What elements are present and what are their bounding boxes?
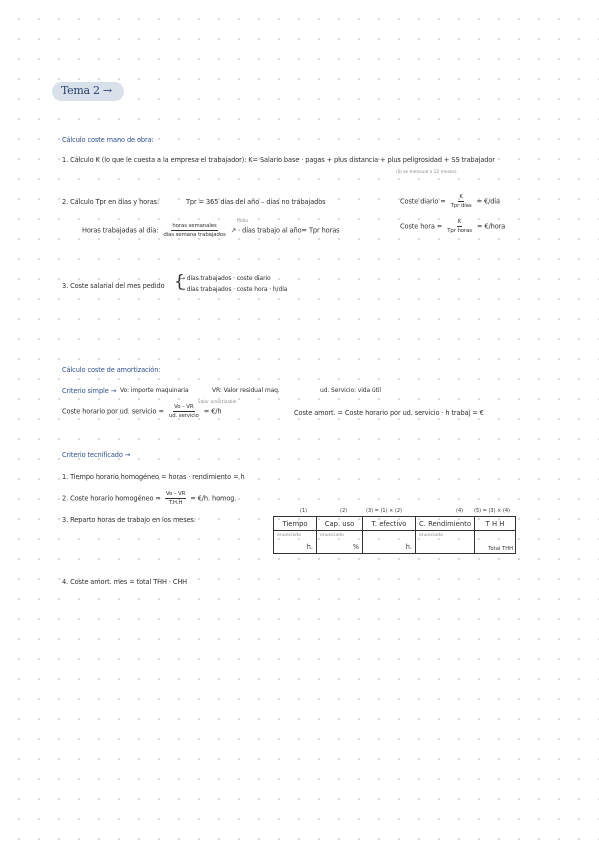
col-num-5: (5) = (3) × (4): [474, 508, 510, 514]
coste-horario-formula: [62, 403, 221, 420]
coste-diario-numerator: K: [459, 194, 463, 200]
header-cap-uso: Cap. uso: [317, 517, 363, 531]
coste-horario-unit: = €/h: [203, 407, 222, 416]
valor-amortizable-note: valor amortizable: [198, 400, 237, 405]
coste-hora-numerator: K: [457, 219, 462, 225]
coste-diario-denominator: Tpr días: [450, 203, 472, 209]
horas-numerator: horas semanales: [172, 223, 217, 229]
tecnificado-step-3: 3. Reparto horas de trabajo en los meses:: [62, 516, 196, 524]
item-2-calculo-tpr: 2. Cálculo Tpr en días y horas:: [62, 198, 160, 206]
coste-horario-denominator: ud. servicio: [168, 413, 199, 419]
cell-t-efectivo: [363, 531, 416, 554]
header-c-rendimiento: C. Rendimiento: [416, 517, 475, 531]
reparto-table: [273, 516, 516, 554]
step-2-fraction: [165, 490, 186, 507]
horas-label: Horas trabajadas al día:: [82, 226, 159, 235]
cell-c-rendimiento: [416, 531, 475, 554]
section-heading-mano-obra: Cálculo coste mano de obra:: [62, 136, 154, 144]
item-3-option-1: → días trabajados · coste diario: [180, 275, 271, 282]
criterio-simple-label: Criterio simple →: [62, 387, 117, 395]
cell-cap-uso: [317, 531, 363, 554]
coste-horario-fraction: [168, 403, 200, 420]
coste-diario-formula: [400, 193, 500, 210]
cell-note: enunciado: [320, 533, 344, 538]
col-num-2: (2): [340, 508, 348, 514]
cell-tiempo: [274, 531, 317, 554]
tecnificado-step-4: 4. Coste amort. mes = total THH · CHH: [62, 578, 188, 586]
title-tag: [52, 82, 124, 101]
item-1-note: (Si es mensual x 12 meses): [396, 170, 457, 175]
section-heading-amortizacion: Cálculo coste de amortización:: [62, 366, 161, 374]
step-2-unit: = €/h. homog.: [190, 494, 237, 503]
horas-fraction: [162, 222, 226, 239]
step-2-label: 2. Coste horario homogéneo =: [62, 494, 161, 503]
vr-definition: VR: Valor residual maq.: [212, 387, 280, 394]
horas-trabajadas-formula: [82, 222, 340, 239]
page-title: Tema 2 →: [61, 84, 112, 97]
coste-horario-numerator: Vo – VR: [174, 404, 194, 410]
cell-mark: %: [352, 543, 359, 551]
coste-hora-label: Coste hora =: [400, 222, 443, 231]
tecnificado-step-1: 1. Tiempo horario homogéneo = horas · rendimiento = h: [62, 473, 245, 481]
coste-horario-label: Coste horario por ud. servicio =: [62, 407, 164, 416]
step-2-numerator: Vo – VR: [165, 491, 186, 497]
total-thh-label: Total THH: [488, 546, 513, 552]
header-tiempo: Tiempo: [274, 517, 317, 531]
coste-amort-formula: Coste amort. = Coste horario por ud. servicio · h trabaj = €: [294, 409, 484, 417]
cell-mark: h.: [306, 543, 313, 551]
cell-note: enunciado: [277, 533, 301, 538]
header-t-efectivo: T. efectivo: [363, 517, 416, 531]
brace-icon: {: [174, 272, 185, 292]
horas-denominator: días semana trabajados: [163, 232, 226, 238]
coste-diario-label: Coste diario =: [400, 197, 446, 206]
table-header-row: [274, 517, 516, 531]
horas-note: h/día: [237, 219, 248, 224]
coste-diario-fraction: [450, 193, 473, 210]
item-3-option-2: → días trabajados · coste hora · h/día: [180, 286, 288, 293]
col-num-4: (4): [456, 508, 464, 514]
criterio-tecnificado-label: Criterio tecnificado →: [62, 451, 131, 459]
header-thh: T H H: [475, 517, 516, 531]
item-3-coste-salarial: 3. Coste salarial del mes pedido: [62, 282, 165, 290]
coste-hora-denominator: Tpr horas: [447, 228, 472, 234]
tpr-formula: Tpr = 365 días del año – días no trabajados: [186, 198, 326, 206]
coste-diario-unit: = €/día: [476, 197, 500, 206]
vo-definition: Vo: importe maquinaria: [120, 387, 189, 394]
table-row: [274, 531, 516, 554]
cell-mark: h.: [405, 543, 412, 551]
col-num-3: (3) = (1) × (2): [366, 508, 402, 514]
item-1-calculo-k: 1. Cálculo K (lo que le cuesta a la empresa el trabajador): K= Salario base · pagas + plus distancia + plus peligrosidad + SS trabajador: [62, 156, 495, 164]
horas-rest: · días trabajo al año= Tpr horas: [238, 226, 340, 235]
step-2-denominator: T.H.H: [168, 500, 183, 506]
coste-hora-fraction: [446, 218, 473, 235]
cell-thh: [475, 531, 516, 554]
arrow-icon: ↗: [230, 226, 237, 235]
coste-hora-unit: = €/hora: [477, 222, 506, 231]
ud-definition: ud. Servicio: vida útil: [320, 387, 381, 394]
tecnificado-step-2: [62, 490, 236, 507]
col-num-1: (1): [300, 508, 308, 514]
coste-hora-formula: [400, 218, 505, 235]
cell-note: enunciado: [419, 533, 443, 538]
